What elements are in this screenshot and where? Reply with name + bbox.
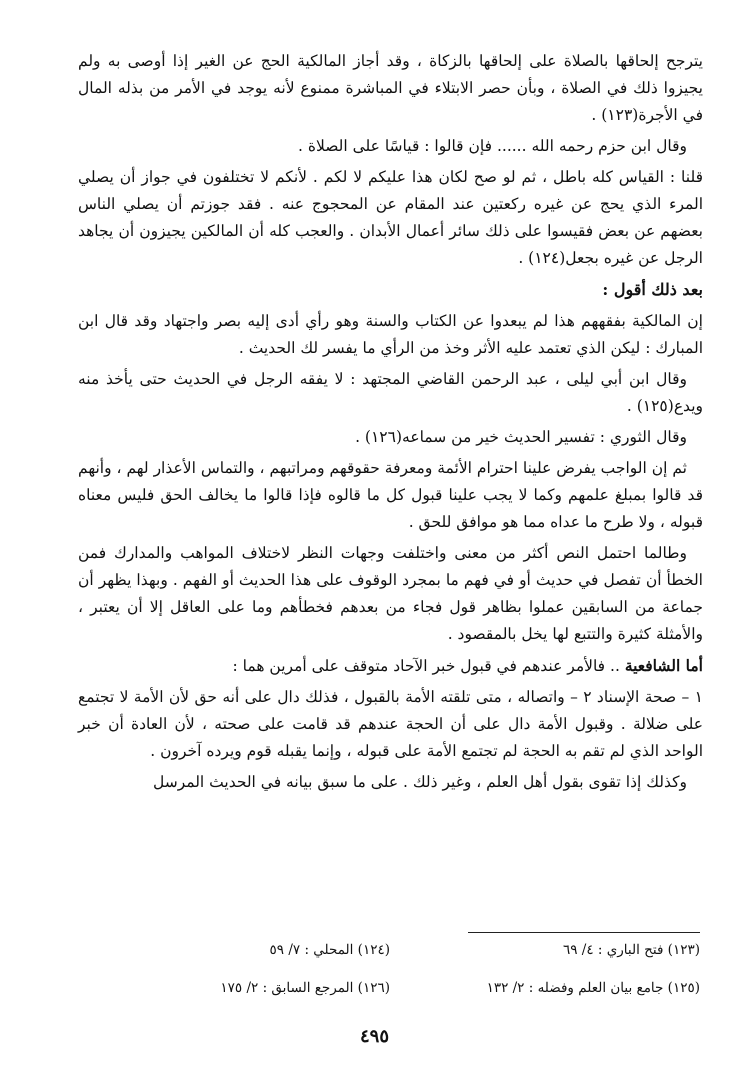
footnotes-row	[100, 940, 700, 960]
footnote-124: (١٢٤) المحلي : ٧/ ٥٩	[269, 942, 390, 958]
paragraph-respect-imams: ثم إن الواجب يفرض علينا احترام الأئمة ومعرفة حقوقهم ومراتبهم ، والتماس الأعذار لهم ، وأنهم قد قالوا بمبلغ علمهم وكما لا يجب علينا قبول كل ما قالوه فإذا قالوا ما يخالف الحق فليس معناه قبوله ، ولا طرح ما عداه مما هو موافق للحق .	[78, 459, 703, 531]
paragraph-multiple-meanings: وطالما احتمل النص أكثر من معنى واختلفت وجهات النظر لاختلاف المواهب والمدارك فمن الخطأ أن تفصل في حديث أو في فهم ما بمجرد الوقوف على هذا الحديث أو الفهم . وبهذا يظهر أن جماعة من السابقين عملوا بظاهر قول فجاء من بعدهم فخطأهم وما على العاقل إلا أن يعتبر ، والأمثلة كثيرة والتتبع لها يخل بالمقصود .	[78, 544, 703, 643]
footnote-126: (١٢٦) المرجع السابق : ٢/ ١٧٥	[220, 980, 390, 996]
footnote-125: (١٢٥) جامع بيان العلم وفضله : ٢/ ١٣٢	[486, 980, 700, 996]
paragraph-isnad: ١ – صحة الإسناد ٢ – واتصاله ، متى تلقته الأمة بالقبول ، فذلك دال على أنه حق لأن الأمة لا تجتمع على ضلالة . وقبول الأمة دال على أن الحجة عندهم قد قامت على صحته ، لأن العادة أن خبر الواحد الذي لم تقم به الحجة لم تجتمع الأمة على قبوله ، وإنما يقبله قوم ويرده آخرون .	[78, 688, 703, 760]
paragraph-thawri: وقال الثوري : تفسير الحديث خير من سماعه(١٢٦) .	[355, 428, 687, 446]
paragraph-ibn-hazm: وقال ابن حزم رحمه الله ...... فإن قالوا : قياسًا على الصلاة .	[297, 137, 687, 155]
shafiiyya-text: .. فالأمر عندهم في قبول خبر الآحاد متوقف على أمرين هما :	[232, 657, 625, 675]
page-body	[78, 48, 703, 800]
footnote-123: (١٢٣) فتح الباري : ٤/ ٦٩	[562, 942, 700, 958]
page-number: ٤٩٥	[359, 1026, 389, 1047]
footnotes	[100, 940, 700, 1016]
shafiiyya-label: أما الشافعية	[624, 656, 703, 675]
paragraph-ahl-al-ilm: وكذلك إذا تقوى بقول أهل العلم ، وغير ذلك . على ما سبق بيانه في الحديث المرسل	[152, 773, 687, 791]
footnotes-divider	[468, 932, 700, 933]
paragraph-malikiyya: إن المالكية بفقههم هذا لم يبعدوا عن الكتاب والسنة وهو رأي أدى إليه بصر واجتهاد وقد قال ابن المبارك : ليكن الذي تعتمد عليه الأثر وخذ من الرأي ما يفسر لك الحديث .	[78, 312, 703, 357]
paragraph-ibn-abi-layla: وقال ابن أبي ليلى ، عبد الرحمن القاضي المجتهد : لا يفقه الرجل في الحديث حتى يأخذ منه ويدع(١٢٥) .	[78, 370, 703, 415]
paragraph-shafiiyya	[78, 652, 703, 680]
paragraph-hajj-analogy: يترجح إلحاقها بالصلاة على إلحاقها بالزكاة ، وقد أجاز المالكية الحج عن الغير إذا أوصى به ولم يجيزوا ذلك في الصلاة ، وبأن حصر الابتلاء في المباشرة ممنوع لأنه يوجد في الأمر من بذله المال في الأجرة(١٢٣) .	[78, 52, 703, 124]
section-heading: بعد ذلك أقول :	[602, 280, 703, 299]
footnotes-row	[100, 978, 700, 998]
paragraph-qiyas: قلنا : القياس كله باطل ، ثم لو صح لكان هذا عليكم لا لكم . لأنكم لا تختلفون في جواز أن يصلي المرء الذي يحج عن غيره ركعتين عند المقام عن المحجوج عنه . فقد جوزتم أن يصلي الناس بعضهم عن بعض فقيسوا على ذلك سائر أعمال الأبدان . والعجب كله أن المالكين يجيزون أن يجاهد الرجل عن غيره بجعل(١٢٤) .	[78, 168, 704, 267]
